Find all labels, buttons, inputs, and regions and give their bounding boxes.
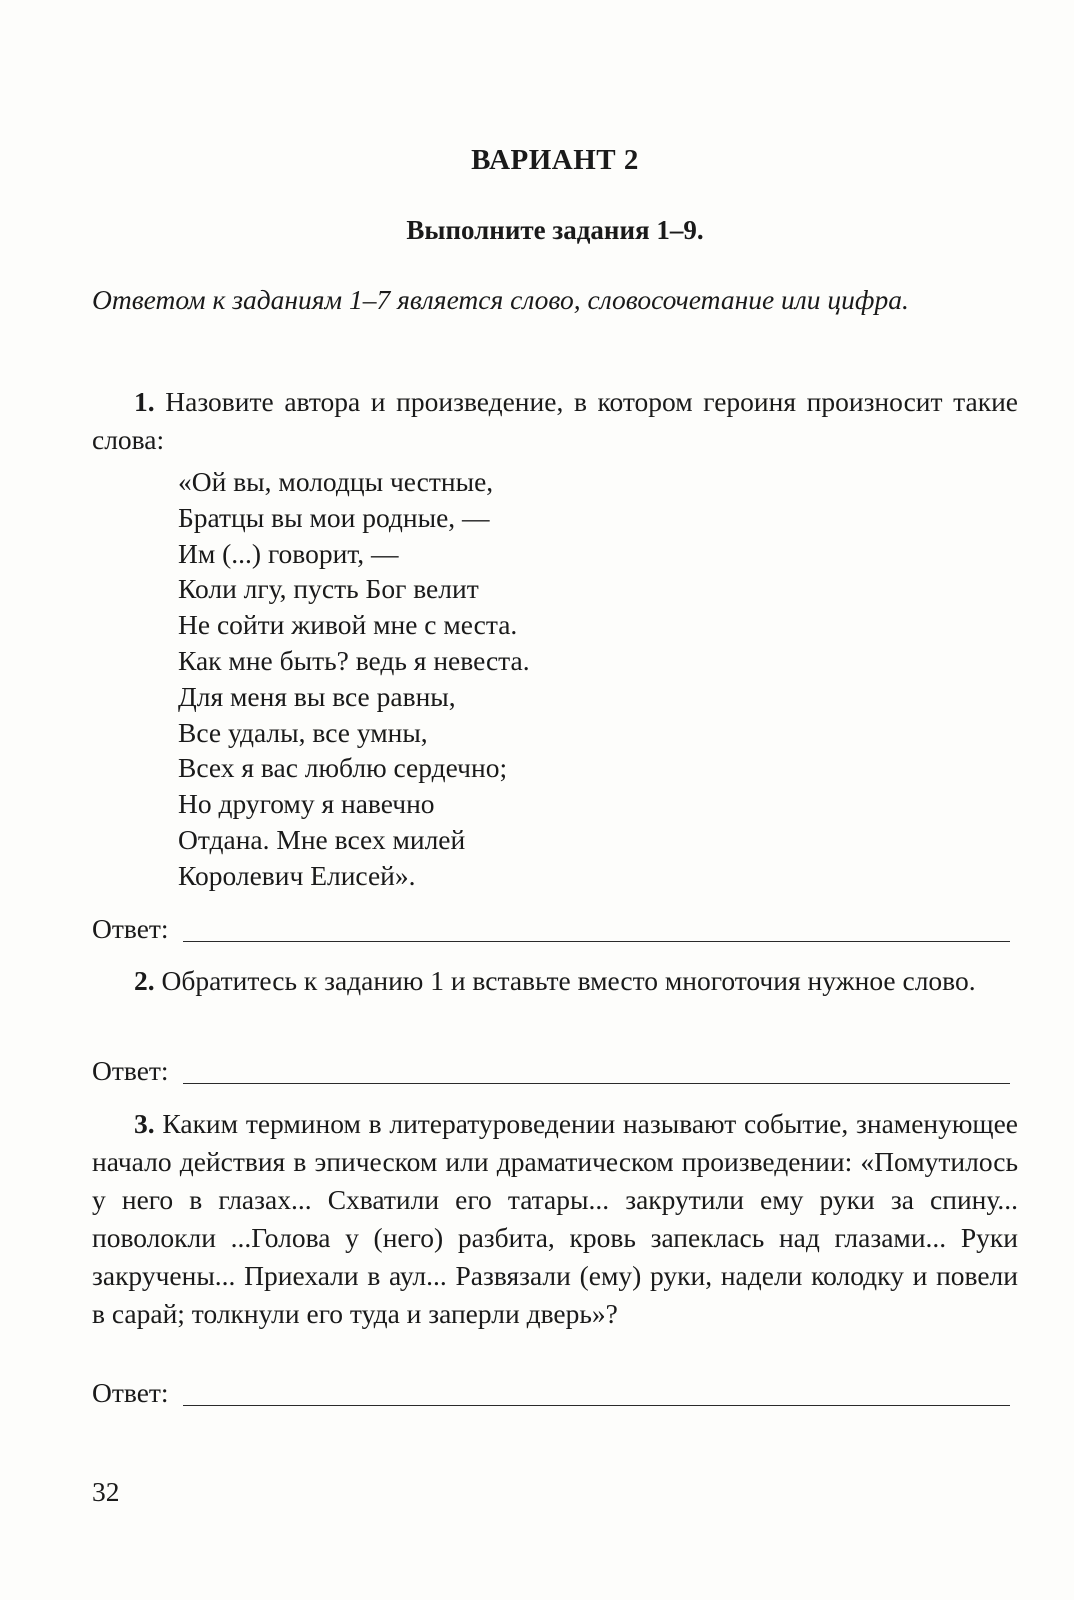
poem-line: Братцы вы мои родные, — [178,501,490,533]
poem-line: Не сойти живой мне с места. [178,609,518,641]
poem-line: Но другому я навечно [178,788,435,820]
page-number: 32 [92,1476,120,1507]
answer-label: Ответ: [92,913,169,944]
answer-label: Ответ: [92,1055,169,1086]
poem-line: Все удалы, все умны, [178,716,428,748]
poem-line: Как мне быть? ведь я невеста. [178,644,530,676]
task-1 [92,383,1018,459]
poem-line: Королевич Елисей». [178,859,416,891]
task-number: 3. [134,1108,155,1139]
poem-quote [178,464,530,894]
poem-line: Всех я вас люблю сердечно; [178,752,508,784]
poem-line: Коли лгу, пусть Бог велит [178,573,479,605]
answer-field-1[interactable] [183,913,1010,942]
instruction-text: Ответом к заданиям 1–7 является слово, словосочетание или цифра. [92,284,909,315]
poem-line: Для меня вы все равны, [178,680,456,712]
answer-field-3[interactable] [183,1377,1010,1406]
answer-row-2 [92,1046,1018,1086]
poem-line: Отдана. Мне всех милей [178,823,466,855]
task-2 [92,962,1018,1000]
answer-row-3 [92,1368,1018,1408]
page-subtitle: Выполните задания 1–9. [406,215,704,245]
task-text: Каким термином в литературоведении называют событие, знаменующее начало действия в эпическом или драматическом произведении: «Помутилось у него в глазах... Схватили его татары... закрутили ему руки за спину... поволокли ...Голова у (него) разбита, кровь запеклась над глазами... Руки закручены... Приехали в аул... Развязали (ему) руки, надели колодку и повели в сарай; толкнули его туда и заперли дверь»? [92,1108,1018,1329]
answer-row-1 [92,904,1018,944]
task-text: Назовите автора и произведение, в котором героиня произносит такие слова: [92,386,1018,455]
task-number: 2. [134,965,155,996]
poem-line: «Ой вы, молодцы честные, [178,466,494,497]
poem-line: Им (...) говорит, — [178,537,399,569]
answer-field-2[interactable] [183,1055,1010,1084]
answer-label: Ответ: [92,1377,169,1408]
page-title: ВАРИАНТ 2 [471,144,639,176]
task-text: Обратитесь к заданию 1 и вставьте вместо многоточия нужное слово. [161,965,976,996]
task-3 [92,1105,1018,1333]
task-number: 1. [134,386,155,417]
